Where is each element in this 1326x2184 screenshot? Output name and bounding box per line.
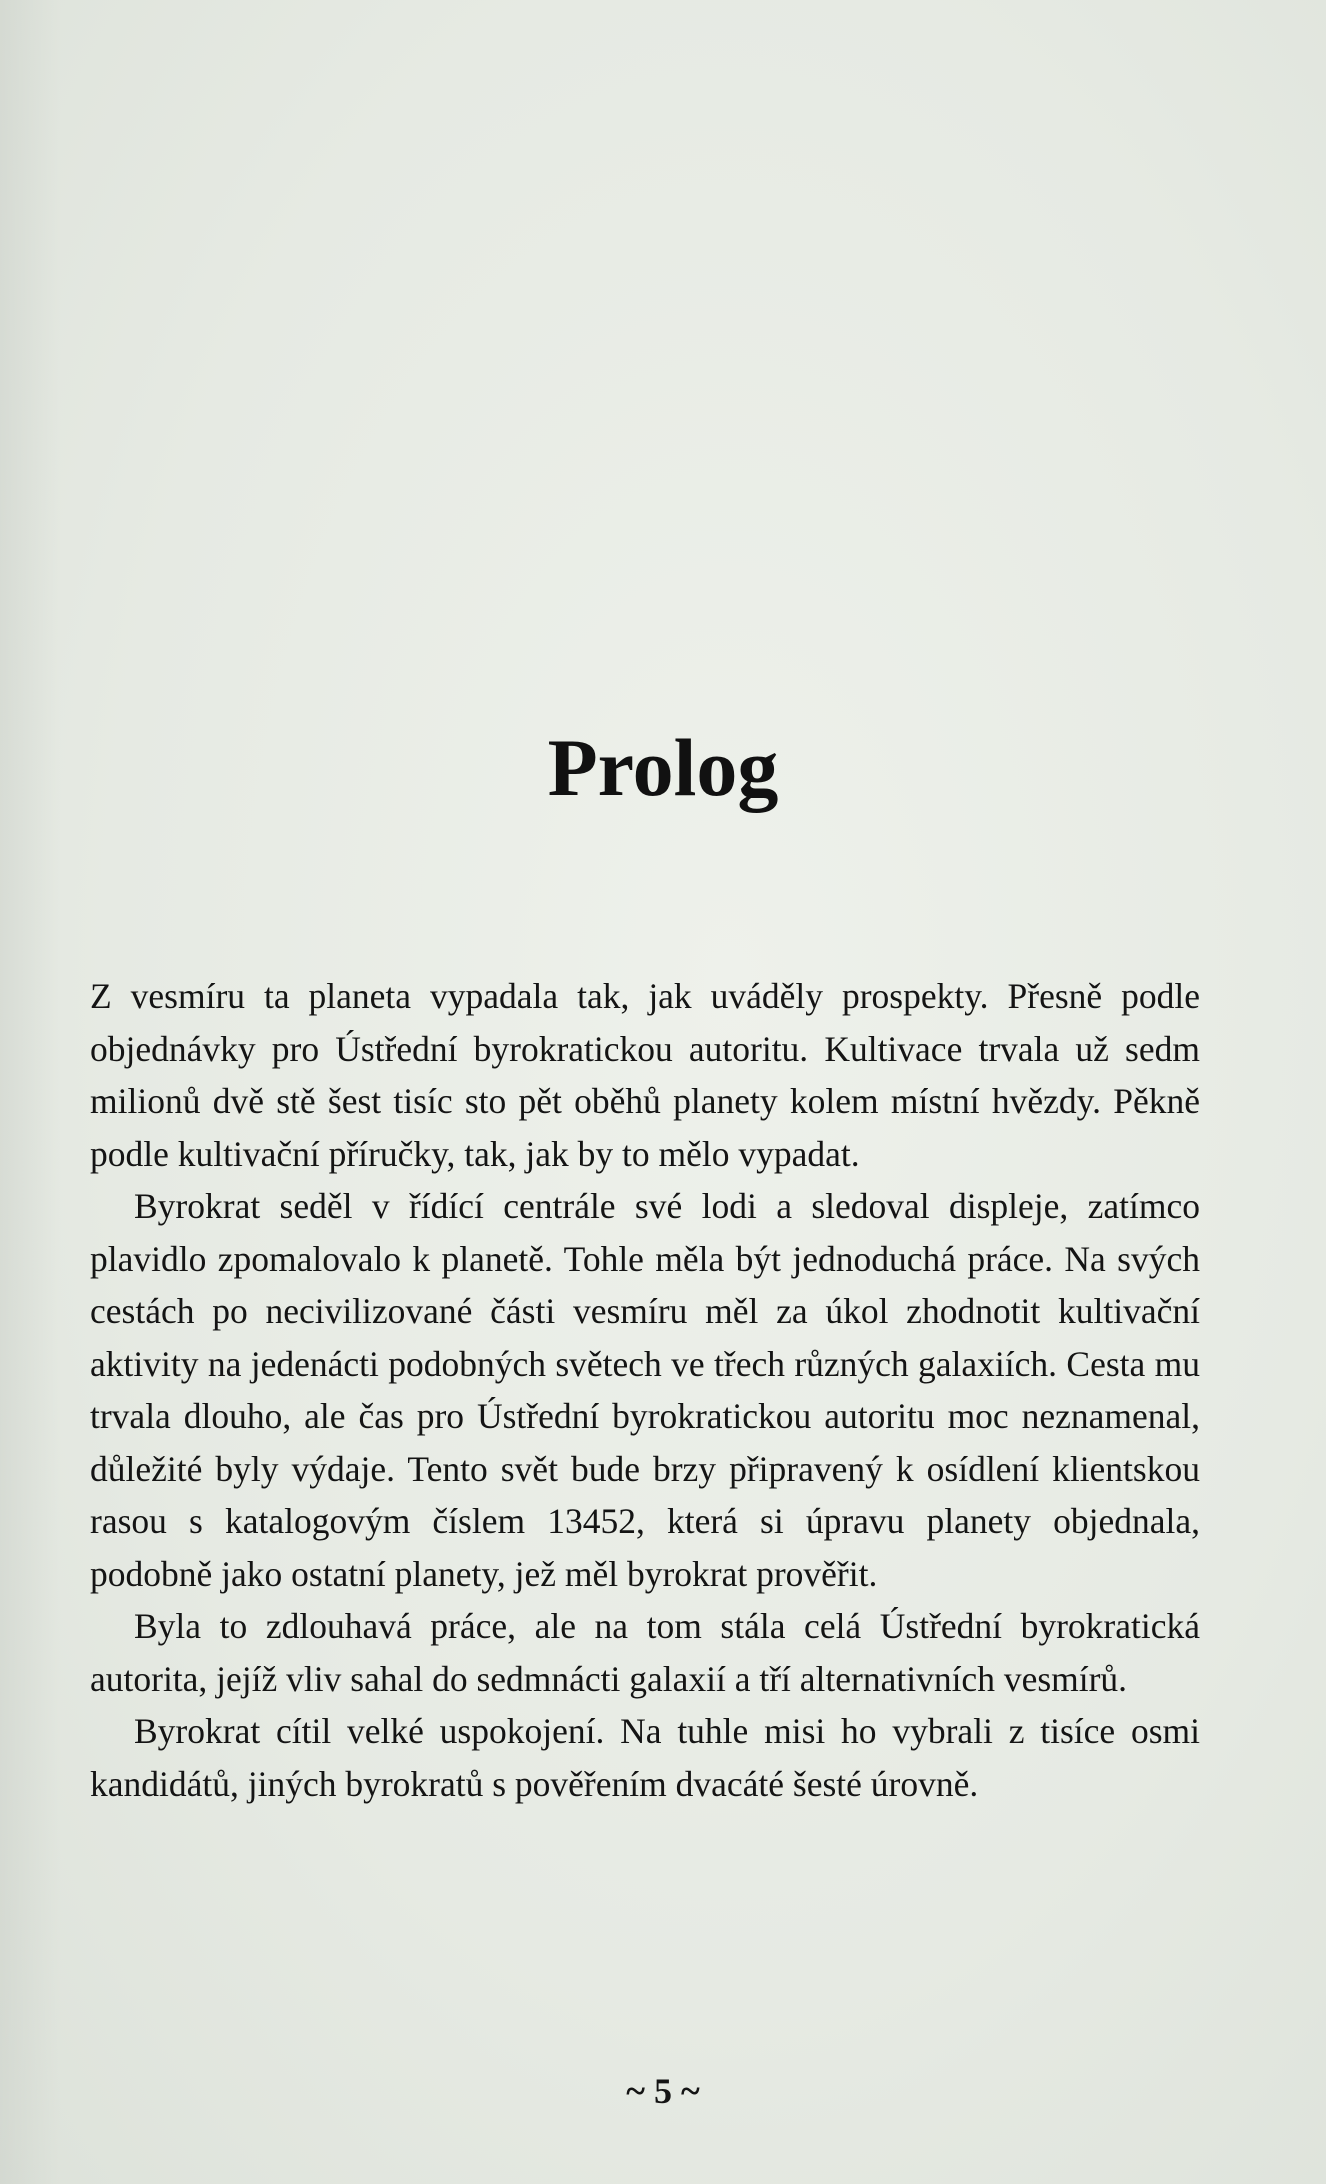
prologue-text <box>90 970 1200 1810</box>
paragraph-2: Byrokrat seděl v řídící centrále své lodi a sledoval displeje, zatímco plavidlo zpomalovalo k planetě. Tohle měla být jednoduchá práce. Na svých cestách po necivilizované části vesmíru měl za úkol zhodnotit kultivační aktivity na jedenácti podobných světech ve třech různých galaxiích. Cesta mu trvala dlouho, ale čas pro Ústřední byrokratickou autoritu moc neznamenal, důležité byly výdaje. Tento svět bude brzy připravený k osídlení klientskou rasou s katalogovým číslem 13452, která si úpravu planety objednala, podobně jako ostatní planety, jež měl byrokrat prověřit. <box>90 1186 1200 1594</box>
chapter-title: Prolog <box>547 722 779 813</box>
paragraph-1: Z vesmíru ta planeta vypadala tak, jak uváděly prospekty. Přesně podle objednávky pro Ústřední byrokratickou autoritu. Kultivace trvala už sedm milionů dvě stě šest tisíc sto pět oběhů planety kolem místní hvězdy. Pěkně podle kultivační příručky, tak, jak by to mělo vypadat. <box>90 976 1200 1174</box>
page-number: ~ 5 ~ <box>626 2071 700 2111</box>
paragraph-4: Byrokrat cítil velké uspokojení. Na tuhle misi ho vybrali z tisíce osmi kandidátů, jiných byrokratů s pověřením dvacáté šesté úrovně. <box>90 1711 1200 1804</box>
paragraph-3: Byla to zdlouhavá práce, ale na tom stála celá Ústřední byrokratická autorita, jejíž vliv sahal do sedmnácti galaxií a tří alternativních vesmírů. <box>90 1606 1200 1699</box>
